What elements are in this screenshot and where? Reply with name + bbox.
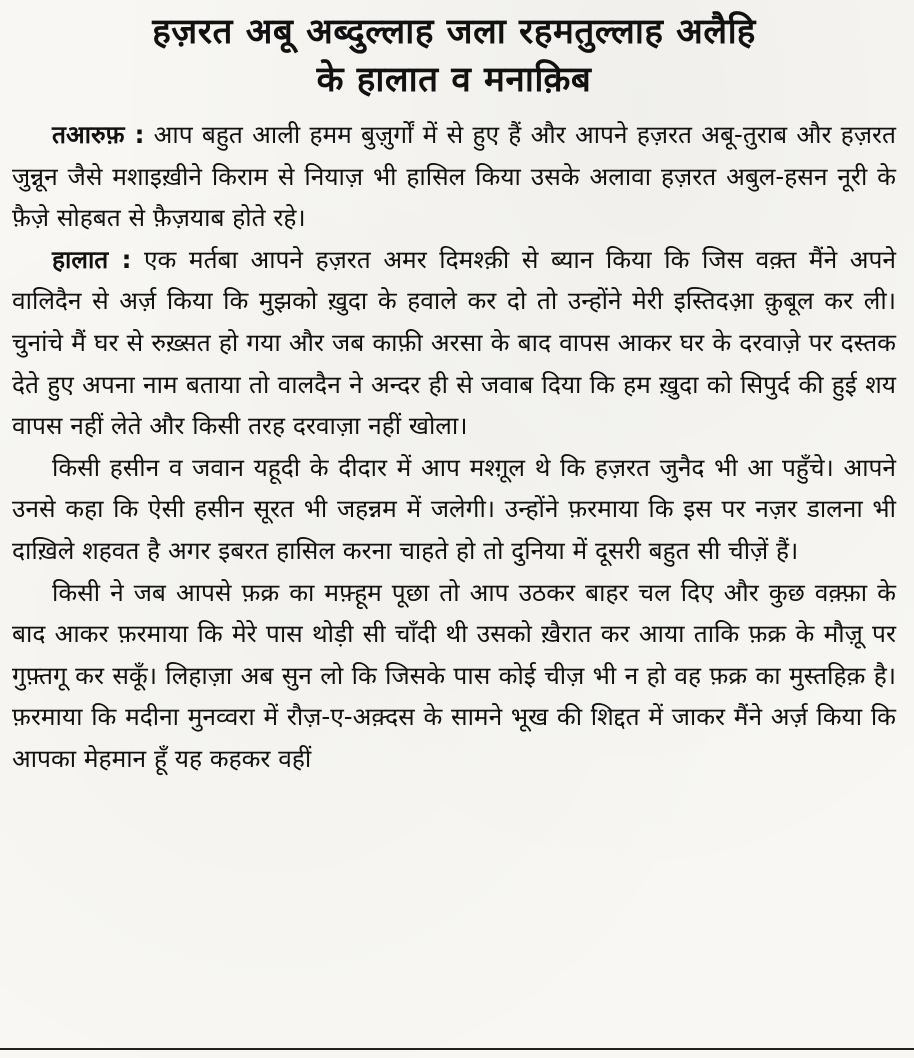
title-line-1: हज़रत अबू अब्दुल्लाह जला रहमतुल्लाह अलैहि	[152, 12, 756, 52]
paragraph-yahudi	[12, 447, 896, 572]
paragraph-faqr	[12, 572, 896, 780]
paragraph-label: तआरुफ़ :	[52, 120, 145, 149]
bottom-divider	[0, 1048, 914, 1050]
paragraph-halaat	[12, 239, 896, 447]
paragraph-text: एक मर्तबा आपने हज़रत अमर दिमश्क़ी से ब्यान किया कि जिस वक़्त मैंने अपने वालिदैन से अर्ज़ किया कि मुझको ख़ुदा के हवाले कर दो तो उन्होंने मेरी इस्तिदआ़ क़ुबूल कर ली। चुनांचे मैं घर से रुख़्सत हो गया और जब काफ़ी अरसा के बाद वापस आकर घर के दरवाज़े पर दस्तक देते हुए अपना नाम बताया तो वालदैन ने अन्दर ही से जवाब दिया कि हम ख़ुदा को सिपुर्द की हुई शय वापस नहीं लेते और किसी तरह दरवाज़ा नहीं खोला।	[12, 244, 896, 441]
paragraph-text: किसी हसीन व जवान यहूदी के दीदार में आप मश्ग़ूल थे कि हज़रत जुनैद भी आ पहुँचे। आपने उनसे कहा कि ऐसी हसीन सूरत भी जहन्नम में जलेगी। उन्होंने फ़रमाया कि इस पर नज़र डालना भी दाख़िले शहवत है अगर इबरत हासिल करना चाहते हो तो दुनिया में दूसरी बहुत सी चीज़ें हैं।	[12, 452, 896, 565]
article-body	[12, 114, 896, 780]
page-title	[12, 8, 896, 104]
paragraph-text: किसी ने जब आपसे फ़क्र का मफ़्हूम पूछा तो आप उठकर बाहर चल दिए और कुछ वक़्फ़ा के बाद आकर फ़रमाया कि मेरे पास थोड़ी सी चाँदी थी उसको ख़ैरात कर आया ताकि फ़क्र के मौज़ू पर गुफ़्तगू कर सकूँ। लिहाज़ा अब सुन लो कि जिसके पास कोई चीज़ भी न हो वह फ़क्र का मुस्तहिक़ है। फ़रमाया कि मदीना मुनव्वरा में रौज़-ए-अक़्दस के सामने भूख की शिद्दत में जाकर मैंने अर्ज़ किया कि आपका मेहमान हूँ यह कहकर वहीं	[12, 577, 896, 773]
paragraph-introduction	[12, 114, 896, 239]
title-line-2: के हालात व मनाक़िब	[316, 60, 592, 100]
paragraph-text: आप बहुत आली हमम बुज़ुर्गों में से हुए हैं और आपने हज़रत अबू-तुराब और हज़रत जुन्नून जैसे मशाइख़ीने किराम से नियाज़ भी हासिल किया उसके अलावा हज़रत अबुल-हसन नूरी के फ़ैज़े सोहबत से फ़ैज़याब होते रहे।	[12, 120, 896, 233]
paragraph-label: हालात :	[52, 244, 132, 274]
